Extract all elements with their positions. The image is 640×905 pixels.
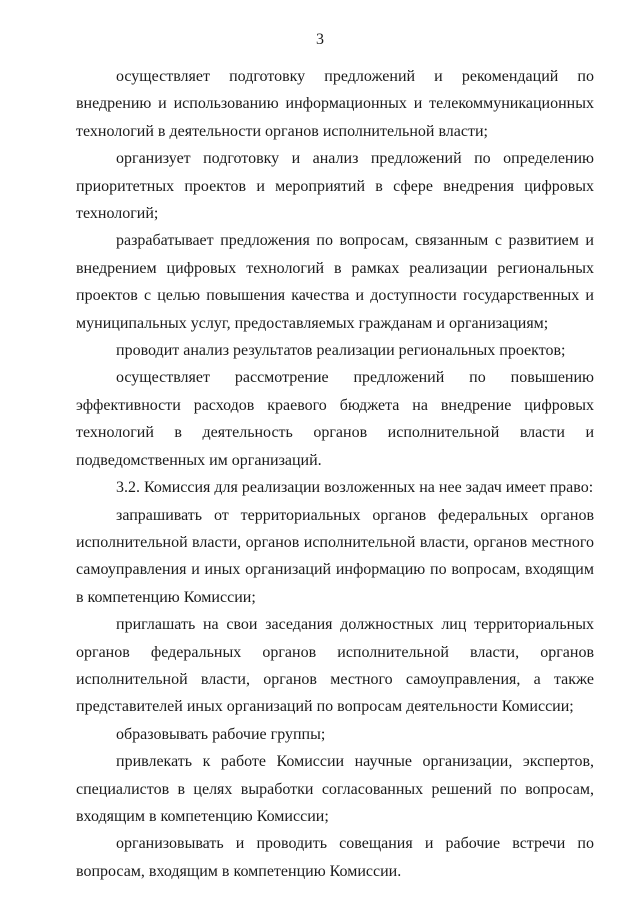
section-heading-paragraph: 3.2. Комиссия для реализации возложенных на нее задач имеет право:: [116, 479, 594, 497]
paragraph: организовывать и проводить совещания и рабочие встречи по вопросам, входящим в компетенцию Комиссии.: [76, 835, 594, 880]
paragraph: образовывать рабочие группы;: [116, 725, 326, 743]
page-number: 3: [316, 31, 324, 48]
paragraph: проводит анализ результатов реализации региональных проектов;: [116, 342, 566, 360]
paragraph: приглашать на свои заседания должностных лиц территориальных органов федеральных органов исполнительной власти, органов исполнительной власти, органов местного самоуправления, а также представителей иных организаций по вопросам деятельности Комиссии;: [76, 616, 594, 716]
paragraph: осуществляет рассмотрение предложений по повышению эффективности расходов краевого бюджета на внедрение цифровых технологий в деятельность органов исполнительной власти и подведомственных им организаций.: [76, 369, 594, 469]
paragraph: запрашивать от территориальных органов федеральных органов исполнительной власти, органов исполнительной власти, органов местного самоуправления и иных организаций информацию по вопросам, входящим в компетенцию Комиссии;: [76, 506, 594, 606]
paragraph: осуществляет подготовку предложений и рекомендаций по внедрению и использованию информационных и телекоммуникационных технологий в деятельности органов исполнительной власти;: [76, 68, 594, 140]
document-body: [76, 63, 594, 885]
paragraph: привлекать к работе Комиссии научные организации, экспертов, специалистов в целях выработки согласованных решений по вопросам, входящим в компетенцию Комиссии;: [76, 753, 594, 825]
paragraph: организует подготовку и анализ предложений по определению приоритетных проектов и мероприятий в сфере внедрения цифровых технологий;: [76, 150, 594, 223]
paragraph: разрабатывает предложения по вопросам, связанным с развитием и внедрением цифровых технологий в рамках реализации региональных проектов с целью повышения качества и доступности государственных и муниципальных услуг, предоставляемых гражданам и организациям;: [76, 232, 594, 332]
